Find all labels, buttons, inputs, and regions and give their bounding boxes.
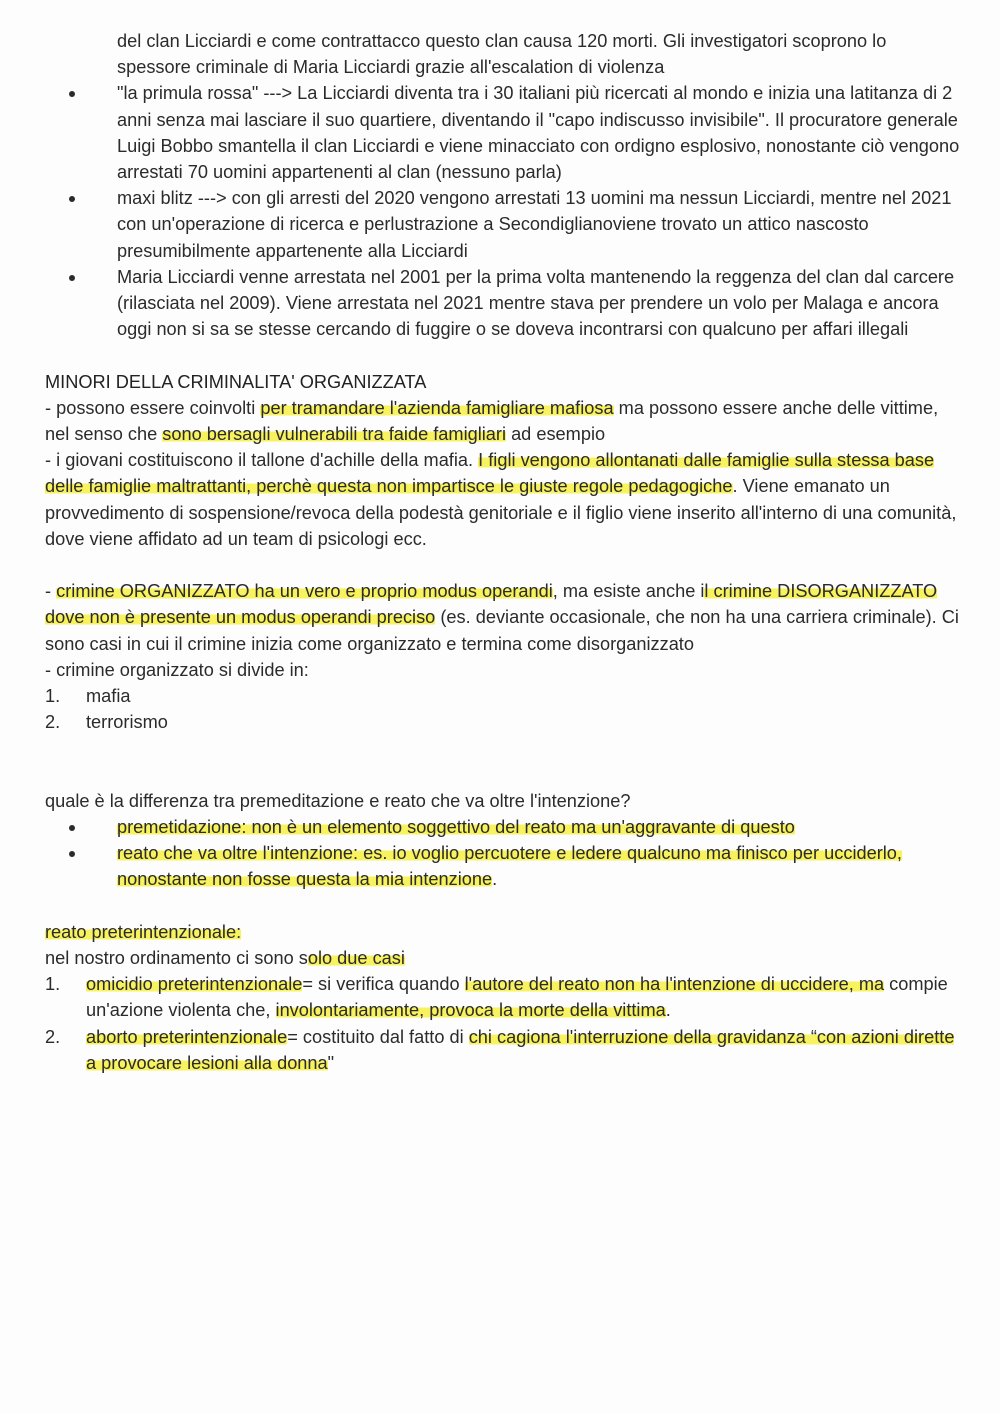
text-run: . [492,869,498,890]
text-run: = costituito dal fatto di [287,1026,469,1047]
text-run: ma possono essere anche delle vittime, nel senso che [45,397,939,445]
text-run: ad esempio [506,424,606,445]
text-run: - [45,581,57,602]
crimine-divisione: - crimine organizzato si divide in: [45,659,309,680]
highlighted-text: l'autore del reato non ha l'intenzione di uccidere, ma [464,974,885,995]
section-heading-minori: MINORI DELLA CRIMINALITA' ORGANIZZATA [45,371,427,392]
text-run: (es. deviante occasionale, che non ha una carriera criminale). Ci sono casi in cui il crimine inizia come organizzato e termina come disorganizzato [45,607,959,654]
list-number: 1. [45,974,61,995]
minori-paragraph-2 [45,447,960,552]
highlighted-text: chi cagiona l'interruzione della gravidanza “con azioni dirette a provocare lesioni alla donna [86,1026,955,1073]
intro-paragraph: del clan Licciardi e come contrattacco questo clan causa 120 morti. Gli investigatori scoprono lo spessore criminale di Maria Licciardi grazie all'escalation di violenza [117,31,887,78]
bullet-primula-rossa: "la primula rossa" ---> La Licciardi diventa tra i 30 italiani più ricercati al mondo e inizia una latitanza di 2 anni senza mai lasciare il suo quartiere, diventando il "capo indiscusso invisibile". Il procuratore generale Luigi Bobbo smantella il clan Licciardi e viene minacciato con ordigno esplosivo, nonostante ciò vengono arrestati 70 uomini appartenenti al clan (nessuno parla) [45,80,960,185]
list-item-mafia [45,683,960,709]
highlighted-text: olo due casi [307,948,405,969]
text-run: . Viene emanato un provvedimento di sospensione/revoca della podestà genitoriale e il figlio viene inserito all'interno di una comunità, dove viene affidato ad un team di psicologi ecc. [45,476,957,549]
text-run: - possono essere coinvolti [45,397,261,418]
highlighted-text: aborto preterintenzionale [86,1026,288,1047]
highlighted-text: premetidazione: non è un elemento soggettivo del reato ma un'aggravante di questo [117,817,795,838]
list-item-text: mafia [86,686,131,707]
highlighted-text: per tramandare l'azienda famigliare mafiosa [260,397,614,418]
highlighted-text: reato preterintenzionale: [45,921,242,942]
list-item-text: terrorismo [86,712,168,733]
list-item-terrorismo [45,709,960,735]
highlighted-text: sono bersagli vulnerabili tra faide famigliari [162,424,507,445]
text-run: - i giovani costituiscono il tallone d'achille della mafia. [45,450,479,471]
bullet-reato-oltre-intenzione [45,840,960,892]
highlighted-text: reato che va oltre l'intenzione: es. io voglio percuotere e ledere qualcuno ma finisco per ucciderlo, nonostante non fosse questa la mia intenzione [117,843,902,890]
crimine-paragraph [45,578,960,657]
text-run: compie un'azione violenta che, [86,974,948,1021]
list-number: 2. [45,1026,61,1047]
text-run: . [665,1000,671,1021]
highlighted-text: l crimine DISORGANIZZATO dove non è presente un modus operandi preciso [45,581,938,628]
list-number: 1. [45,686,61,707]
highlighted-text: I figli vengono allontanati dalle famiglie sulla stessa base delle famiglie maltrattanti, perchè questa non impartisce le giuste regole pedagogiche [45,450,935,497]
question-text: quale è la differenza tra premeditazione e reato che va oltre l'intenzione? [45,790,631,811]
text-run: " [327,1052,335,1073]
minori-paragraph-1 [45,395,960,447]
highlighted-text: omicidio preterintenzionale [86,974,303,995]
section-heading-preterintenzionale [45,919,960,945]
text-run: = si verifica quando [302,974,465,995]
list-item-omicidio [45,971,960,1023]
text-run: , ma esiste anche i [552,581,705,602]
text-run: nel nostro ordinamento ci sono s [45,948,308,969]
bullet-premeditazione [45,814,960,840]
bullet-arresto-licciardi: Maria Licciardi venne arrestata nel 2001 per la prima volta mantenendo la reggenza del clan dal carcere (rilasciata nel 2009). Viene arrestata nel 2021 mentre stava per prendere un volo per Malaga e ancora oggi non si sa se stesse cercando di fuggire o se doveva incontrarsi con qualcuno per affari illegali [45,264,960,343]
bullet-maxi-blitz: maxi blitz ---> con gli arresti del 2020 vengono arrestati 13 uomini ma nessun Licciardi, mentre nel 2021 con un'operazione di ricerca e perlustrazione a Secondiglianoviene trovato un attico nascosto presumibilmente appartenente alla Licciardi [45,185,960,264]
list-item-aborto [45,1024,960,1076]
highlighted-text: crimine ORGANIZZATO ha un vero e proprio modus operandi [56,581,553,602]
list-number: 2. [45,712,61,733]
highlighted-text: involontariamente, provoca la morte della vittima [275,1000,666,1021]
preter-intro [45,945,960,971]
